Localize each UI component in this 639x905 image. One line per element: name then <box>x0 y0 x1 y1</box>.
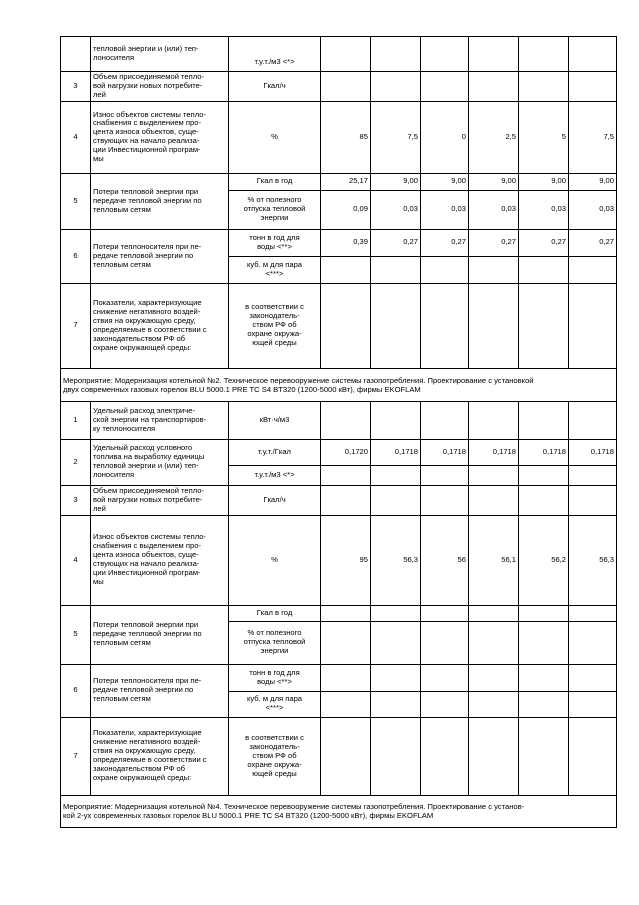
indicators-table <box>60 36 617 828</box>
value-cell <box>519 401 569 439</box>
value-cell: 56,3 <box>371 515 421 605</box>
value-cell <box>519 72 569 102</box>
table-row <box>61 605 617 621</box>
measure-note <box>61 795 617 827</box>
value-cell <box>519 717 569 795</box>
value-cell <box>469 485 519 515</box>
measure-note-line: Мероприятие: Модернизация котельной №2. Техническое перевооружение системы газопотребления. Проектирование с установкой <box>63 375 534 385</box>
row-number: 5 <box>61 605 91 664</box>
value-cell <box>569 664 617 691</box>
table-row <box>61 664 617 691</box>
value-cell: 7,5 <box>371 101 421 173</box>
value-cell <box>321 465 371 485</box>
value-cell <box>371 691 421 717</box>
value-cell <box>569 717 617 795</box>
value-cell: 0,27 <box>371 229 421 256</box>
value-cell <box>569 401 617 439</box>
value-cell: 0,09 <box>321 190 371 229</box>
value-cell <box>569 256 617 283</box>
measure-note-line: двух современных газовых горелок BLU 5000.1 PRE TC S4 BT320 (1200-5000 кВт), фирмы EKOFLAM <box>63 384 421 394</box>
value-cell <box>469 664 519 691</box>
value-cell: 9,00 <box>569 173 617 190</box>
value-cell <box>569 691 617 717</box>
value-cell: 0,1718 <box>469 439 519 465</box>
unit-cell: т.у.т./м3 <*> <box>229 37 321 72</box>
indicator-name: Износ объектов системы тепло- снабжения с выделением про- цента износа объектов, суще- ствующих на начало реализа- ции Инвестиционной програм- мы <box>91 515 229 605</box>
unit-cell: % <box>229 515 321 605</box>
value-cell <box>519 256 569 283</box>
value-cell: 85 <box>321 101 371 173</box>
value-cell <box>569 485 617 515</box>
value-cell: 9,00 <box>519 173 569 190</box>
value-cell: 56,2 <box>519 515 569 605</box>
value-cell: 7,5 <box>569 101 617 173</box>
unit-cell: т.у.т./Гкал <box>229 439 321 465</box>
value-cell <box>371 621 421 664</box>
unit-cell: % от полезного отпуска тепловой энергии <box>229 621 321 664</box>
indicator-name: Потери тепловой энергии при передаче тепловой энергии по тепловым сетям <box>91 173 229 229</box>
value-cell <box>421 283 469 368</box>
unit-cell: Гкал в год <box>229 605 321 621</box>
value-cell <box>469 691 519 717</box>
value-cell <box>519 691 569 717</box>
value-cell <box>421 664 469 691</box>
value-cell: 0,03 <box>371 190 421 229</box>
value-cell <box>421 37 469 72</box>
value-cell <box>421 691 469 717</box>
value-cell <box>519 37 569 72</box>
unit-cell: % <box>229 101 321 173</box>
indicator-name: Удельный расход электриче- ской энергии на транспортиров- ку теплоносителя <box>91 401 229 439</box>
value-cell: 56,3 <box>569 515 617 605</box>
value-cell <box>371 401 421 439</box>
table-row <box>61 37 617 72</box>
value-cell <box>569 72 617 102</box>
value-cell <box>371 485 421 515</box>
indicator-name: Показатели, характеризующие снижение негативного воздей- ствия на окружающую среду, определяемые в соответствии с законодательством РФ об охране окружающей среды: <box>91 283 229 368</box>
value-cell: 0,1718 <box>519 439 569 465</box>
table-row <box>61 717 617 795</box>
indicator-name: Объем присоединяемой тепло- вой нагрузки новых потребите- лей <box>91 72 229 102</box>
value-cell <box>371 465 421 485</box>
value-cell: 95 <box>321 515 371 605</box>
table-row <box>61 229 617 256</box>
value-cell <box>321 605 371 621</box>
value-cell <box>421 256 469 283</box>
value-cell <box>469 401 519 439</box>
value-cell <box>321 283 371 368</box>
value-cell: 0,03 <box>469 190 519 229</box>
row-number: 5 <box>61 173 91 229</box>
value-cell: 0,27 <box>469 229 519 256</box>
table-row <box>61 173 617 190</box>
value-cell <box>321 256 371 283</box>
unit-cell: Гкал в год <box>229 173 321 190</box>
value-cell <box>321 717 371 795</box>
value-cell <box>421 72 469 102</box>
indicator-name: тепловой энергии и (или) теп- лоносителя <box>91 37 229 72</box>
value-cell <box>421 485 469 515</box>
indicator-name: Удельный расход условного топлива на выработку единицы тепловой энергии и (или) теп- лоносителя <box>91 439 229 485</box>
table-row <box>61 439 617 465</box>
row-number: 7 <box>61 717 91 795</box>
row-number: 3 <box>61 72 91 102</box>
value-cell <box>321 621 371 664</box>
value-cell <box>421 605 469 621</box>
value-cell: 56 <box>421 515 469 605</box>
unit-cell: в соответствии с законодатель- ством РФ об охране окружа- ющей среды <box>229 717 321 795</box>
value-cell: 9,00 <box>371 173 421 190</box>
value-cell <box>371 37 421 72</box>
value-cell <box>469 37 519 72</box>
value-cell <box>321 72 371 102</box>
unit-cell: Гкал/ч <box>229 72 321 102</box>
value-cell: 0,1718 <box>371 439 421 465</box>
indicator-name: Потери теплоносителя при пе- редаче тепловой энергии по тепловым сетям <box>91 664 229 717</box>
indicator-name: Объем присоединяемой тепло- вой нагрузки новых потребите- лей <box>91 485 229 515</box>
value-cell <box>321 37 371 72</box>
row-number: 4 <box>61 515 91 605</box>
value-cell: 56,1 <box>469 515 519 605</box>
table-row <box>61 401 617 439</box>
value-cell: 5 <box>519 101 569 173</box>
value-cell <box>469 256 519 283</box>
table-row <box>61 101 617 173</box>
value-cell: 0,1718 <box>569 439 617 465</box>
value-cell <box>321 691 371 717</box>
value-cell <box>519 465 569 485</box>
row-number: 6 <box>61 229 91 283</box>
row-number: 3 <box>61 485 91 515</box>
value-cell <box>569 605 617 621</box>
value-cell <box>371 605 421 621</box>
value-cell <box>469 283 519 368</box>
value-cell <box>469 72 519 102</box>
row-number: 4 <box>61 101 91 173</box>
unit-cell: куб. м для пара <***> <box>229 256 321 283</box>
row-number: 7 <box>61 283 91 368</box>
value-cell <box>519 283 569 368</box>
value-cell <box>569 283 617 368</box>
value-cell: 0,39 <box>321 229 371 256</box>
value-cell <box>371 283 421 368</box>
value-cell <box>469 717 519 795</box>
value-cell <box>321 664 371 691</box>
value-cell <box>519 664 569 691</box>
value-cell <box>469 621 519 664</box>
indicator-name: Потери тепловой энергии при передаче тепловой энергии по тепловым сетям <box>91 605 229 664</box>
row-number <box>61 37 91 72</box>
value-cell: 0,03 <box>569 190 617 229</box>
value-cell <box>569 465 617 485</box>
table-row <box>61 283 617 368</box>
unit-cell: т.у.т./м3 <*> <box>229 465 321 485</box>
row-number: 6 <box>61 664 91 717</box>
value-cell: 0,27 <box>569 229 617 256</box>
value-cell: 9,00 <box>469 173 519 190</box>
indicator-name: Потери теплоносителя при пе- редаче тепловой энергии по тепловым сетям <box>91 229 229 283</box>
value-cell <box>421 621 469 664</box>
value-cell: 0,03 <box>421 190 469 229</box>
value-cell <box>469 465 519 485</box>
value-cell <box>371 717 421 795</box>
value-cell <box>421 401 469 439</box>
measure-note-row <box>61 368 617 401</box>
value-cell: 0,27 <box>519 229 569 256</box>
value-cell: 0,27 <box>421 229 469 256</box>
indicator-name: Износ объектов системы тепло- снабжения с выделением про- цента износа объектов, суще- ствующих на начало реализа- ции Инвестиционной програм- мы <box>91 101 229 173</box>
document-page <box>60 36 616 828</box>
measure-note-line: Мероприятие: Модернизация котельной №4. Техническое перевооружение системы газопотребления. Проектирование с установ- <box>63 802 525 812</box>
value-cell <box>371 664 421 691</box>
indicator-name: Показатели, характеризующие снижение негативного воздей- ствия на окружающую среду, определяемые в соответствии с законодательством РФ об охране окружающей среды: <box>91 717 229 795</box>
value-cell <box>569 37 617 72</box>
value-cell <box>321 485 371 515</box>
unit-cell: в соответствии с законодатель- ством РФ об охране окружа- ющей среды <box>229 283 321 368</box>
unit-cell: куб. м для пара <***> <box>229 691 321 717</box>
row-number: 1 <box>61 401 91 439</box>
value-cell <box>519 621 569 664</box>
value-cell: 0,1718 <box>421 439 469 465</box>
value-cell: 2,5 <box>469 101 519 173</box>
table-row <box>61 485 617 515</box>
unit-cell: Гкал/ч <box>229 485 321 515</box>
measure-note <box>61 368 617 401</box>
value-cell: 25,17 <box>321 173 371 190</box>
table-row <box>61 515 617 605</box>
value-cell: 0,1720 <box>321 439 371 465</box>
measure-note-row <box>61 795 617 827</box>
value-cell <box>569 621 617 664</box>
value-cell: 9,00 <box>421 173 469 190</box>
value-cell <box>469 605 519 621</box>
value-cell <box>421 717 469 795</box>
value-cell <box>321 401 371 439</box>
value-cell: 0 <box>421 101 469 173</box>
value-cell <box>371 256 421 283</box>
table-row <box>61 72 617 102</box>
value-cell <box>421 465 469 485</box>
value-cell <box>519 605 569 621</box>
unit-cell: тонн в год для воды <**> <box>229 664 321 691</box>
row-number: 2 <box>61 439 91 485</box>
value-cell <box>519 485 569 515</box>
unit-cell: тонн в год для воды <**> <box>229 229 321 256</box>
value-cell: 0,03 <box>519 190 569 229</box>
unit-cell: кВт·ч/м3 <box>229 401 321 439</box>
measure-note-line: кой 2-ух современных газовых горелок BLU 5000.1 PRE TC S4 BT320 (1200-5000 кВт), фирмы EKOFLAM <box>63 811 434 821</box>
value-cell <box>371 72 421 102</box>
unit-cell: % от полезного отпуска тепловой энергии <box>229 190 321 229</box>
